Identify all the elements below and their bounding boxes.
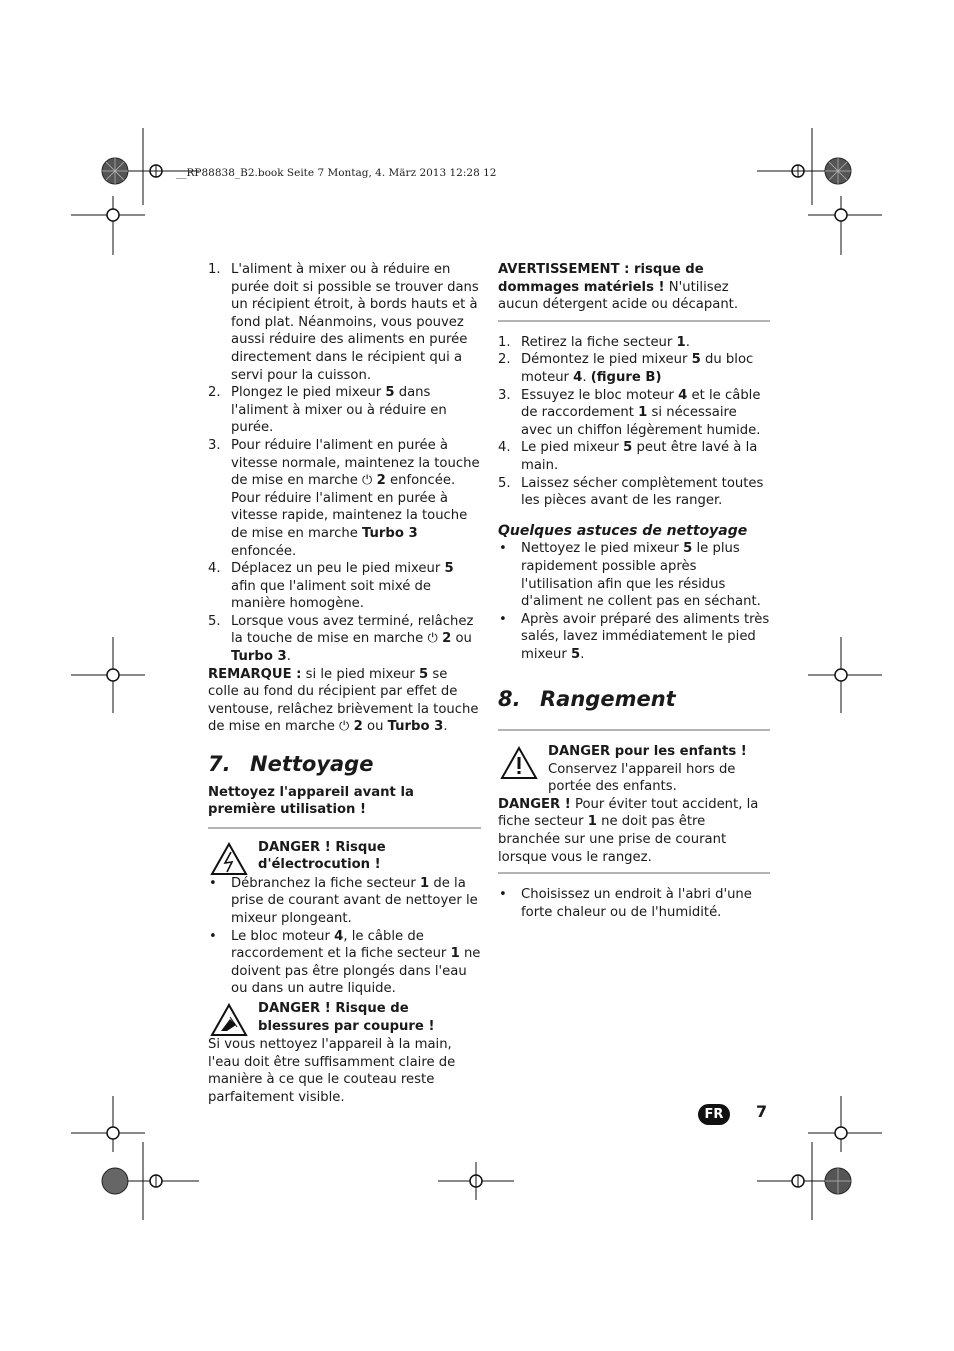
text-run: 4 xyxy=(573,369,583,385)
remark-paragraph xyxy=(208,666,481,736)
text-run: REMARQUE : xyxy=(208,666,302,682)
power-icon: ⏻ xyxy=(427,631,443,647)
danger-text: Conservez l'appareil hors de portée des enfants. xyxy=(548,761,736,795)
text-run: si nécessaire avec un chiffon légèrement humide. xyxy=(521,405,761,438)
step-item xyxy=(208,384,481,437)
cleaning-steps xyxy=(498,334,770,510)
step-number: 3. xyxy=(498,387,511,403)
danger-paragraph xyxy=(498,796,770,866)
text-run: 5 xyxy=(444,561,454,577)
text-run: 5 xyxy=(385,385,395,401)
text-run: le plus rapidement possible après l'utilisation afin que les résidus d'aliment ne collent pas en séchant. xyxy=(521,541,761,610)
text-run: se colle au fond du récipient par effet de ventouse, relâchez brièvement la touche de mise en marche xyxy=(208,666,479,735)
text-run: Essuyez le bloc moteur xyxy=(521,387,679,403)
warning-icon xyxy=(500,746,538,780)
step-text xyxy=(521,351,770,386)
danger-title: DANGER pour les enfants ! xyxy=(548,744,747,760)
text-run: 5 xyxy=(683,541,693,557)
text-run: Pour réduire l'aliment en purée à vitesse normale, maintenez la touche de mise en marche xyxy=(231,437,480,489)
page-number: 7 xyxy=(756,1102,768,1121)
electric-hazard-icon xyxy=(210,842,248,876)
danger-electrocution xyxy=(208,839,481,875)
text-run: Lorsque vous avez terminé, relâchez la touche de mise en marche xyxy=(231,613,474,647)
bullet-text xyxy=(521,540,770,610)
bullet-text xyxy=(521,886,770,921)
step-text xyxy=(231,560,481,613)
step-text xyxy=(521,387,770,440)
step-text xyxy=(231,437,481,490)
text-run: et le câble de raccordement xyxy=(521,387,761,421)
tips-list xyxy=(498,540,770,663)
danger-children xyxy=(498,743,770,796)
bullet-text xyxy=(231,875,481,928)
text-run: afin que l'aliment soit mixé de manière homogène. xyxy=(231,578,432,612)
bullet-item xyxy=(498,540,770,610)
text-run: Turbo 3 xyxy=(362,525,418,541)
text-run: . xyxy=(443,719,448,735)
danger-cut xyxy=(208,1000,481,1036)
section-title: Rangement xyxy=(540,687,676,712)
text-run: Déplacez un peu le pied mixeur xyxy=(231,561,445,577)
bullet-icon: • xyxy=(499,611,507,627)
cut-text: Si vous nettoyez l'appareil à la main, l'eau doit être suffisamment claire de manière à ce que le couteau reste parfaitement visible. xyxy=(208,1036,456,1105)
step-text xyxy=(521,439,770,474)
step-text xyxy=(231,261,481,384)
text-run: . xyxy=(685,334,690,350)
left-column xyxy=(208,261,481,1106)
section-title: Nettoyage xyxy=(250,752,374,777)
text-run: . xyxy=(582,369,591,385)
right-column xyxy=(498,261,770,921)
bullet-item xyxy=(498,886,770,921)
text-run: Plongez le pied mixeur xyxy=(231,385,386,401)
text-run: ne doivent pas être plongés dans l'eau ou dans un autre liquide. xyxy=(231,946,481,997)
text-run: 2 xyxy=(353,719,363,735)
text-run: Débranchez la fiche secteur xyxy=(231,875,420,891)
text-run: Le pied mixeur xyxy=(521,440,624,456)
step-item xyxy=(498,334,770,352)
step-item xyxy=(498,439,770,474)
text-run: Turbo 3 xyxy=(231,649,287,665)
text-run: DANGER ! xyxy=(498,796,571,812)
text-run: peut être lavé à la main. xyxy=(521,440,758,473)
step-item xyxy=(208,560,481,613)
storage-bullets xyxy=(498,886,770,921)
bullet-icon: • xyxy=(499,541,507,557)
text-run: enfoncée. xyxy=(385,473,456,489)
step-item xyxy=(208,261,481,384)
power-icon: ⏻ xyxy=(362,473,377,489)
text-run: Nettoyez le pied mixeur xyxy=(521,541,684,557)
step-item xyxy=(208,613,481,666)
bullet-item xyxy=(498,611,770,664)
text-run: 1 xyxy=(419,875,430,891)
text-run: Démontez le pied mixeur xyxy=(521,352,692,368)
text-run: Pour réduire l'aliment en purée à vitesse rapide, maintenez la touche de mise en marche xyxy=(231,490,468,541)
text-run: Choisissez un endroit à l'abri d'une forte chaleur ou de l'humidité. xyxy=(521,887,752,920)
step-number: 1. xyxy=(498,334,511,350)
section-number: 8. xyxy=(498,687,521,712)
bullet-icon: • xyxy=(209,928,217,944)
text-run: Pour éviter tout accident, la fiche secteur xyxy=(498,796,759,830)
step-text xyxy=(521,334,770,352)
divider xyxy=(498,320,770,322)
print-header: __RP88838_B2.book Seite 7 Montag, 4. März 2013 12:28 12 xyxy=(176,167,497,179)
step-extra-text xyxy=(231,490,481,560)
divider xyxy=(208,827,481,829)
section-number: 7. xyxy=(208,752,231,777)
text-run: 5 xyxy=(419,666,429,682)
step-item xyxy=(208,437,481,560)
text-run: AVERTISSEMENT : risque de dommages matériels ! xyxy=(498,262,704,295)
text-run: 1 xyxy=(676,334,686,350)
text-run: L'aliment à mixer ou à réduire en purée doit si possible se trouver dans un récipient étroit, à bords hauts et à fond plat. Néanmoins, vous pouvez aussi réduire des aliments en purée directement dans le récipient qui a servi pour la cuisson. xyxy=(231,262,479,383)
text-run: Après avoir préparé des aliments très salés, lavez immédiatement le pied mixeur xyxy=(521,611,770,662)
divider xyxy=(498,872,770,874)
warning-paragraph xyxy=(498,261,770,314)
bullet-item xyxy=(208,875,481,928)
bullet-item xyxy=(208,928,481,998)
language-badge: FR xyxy=(698,1104,730,1125)
text-run: 4 xyxy=(334,928,344,944)
text-run: 5 xyxy=(691,352,701,368)
text-run: enfoncée. xyxy=(231,543,297,559)
step-item xyxy=(498,387,770,440)
danger-title: DANGER ! Risque d'électrocution ! xyxy=(258,839,386,873)
step-number: 4. xyxy=(208,561,221,577)
tips-heading: Quelques astuces de nettoyage xyxy=(498,522,748,539)
text-run: N'utilisez aucun détergent acide ou décapant. xyxy=(498,279,739,313)
text-run: dans l'aliment à mixer ou à réduire en purée. xyxy=(231,385,447,436)
step-number: 2. xyxy=(208,385,221,401)
bullet-icon: • xyxy=(499,887,507,903)
step-number: 4. xyxy=(498,440,511,456)
text-run: Turbo 3 xyxy=(387,719,444,735)
step-text xyxy=(521,475,770,510)
cut-hazard-icon xyxy=(210,1003,248,1037)
text-run: 1 xyxy=(450,946,460,962)
text-run: 2 xyxy=(376,473,386,489)
text-run: ne doit pas être branchée sur une prise de courant lorsque vous le rangez. xyxy=(498,814,727,865)
text-run: 5 xyxy=(571,646,581,662)
bullet-text xyxy=(521,611,770,664)
text-run: 1 xyxy=(587,814,597,830)
danger-title: DANGER ! Risque de blessures par coupure ! xyxy=(258,1000,435,1034)
text-run: . xyxy=(286,649,291,665)
power-icon: ⏻ xyxy=(339,719,354,735)
text-run: de la prise de courant avant de nettoyer le mixeur plongeant. xyxy=(231,875,478,926)
step-number: 3. xyxy=(208,437,221,453)
text-run: du bloc moteur xyxy=(521,352,754,385)
text-run: 5 xyxy=(623,440,633,456)
text-run: 1 xyxy=(638,405,648,421)
text-run: 4 xyxy=(678,387,688,403)
step-text xyxy=(231,613,481,666)
step-number: 5. xyxy=(208,613,221,629)
text-run: ou xyxy=(451,631,472,647)
text-run: , le câble de raccordement et la fiche secteur xyxy=(231,928,451,962)
instruction-steps xyxy=(208,261,481,666)
bullet-icon: • xyxy=(209,875,217,891)
section-heading xyxy=(208,752,481,777)
step-number: 1. xyxy=(208,262,221,277)
text-run: 2 xyxy=(442,631,452,647)
divider xyxy=(498,729,770,731)
step-item xyxy=(498,475,770,510)
step-text xyxy=(231,384,481,437)
electrocution-bullets xyxy=(208,875,481,998)
step-number: 5. xyxy=(498,475,511,491)
intro-warning: Nettoyez l'appareil avant la première utilisation ! xyxy=(208,784,414,818)
step-number: 2. xyxy=(498,352,511,368)
text-run: (figure B) xyxy=(590,369,662,385)
step-item xyxy=(498,351,770,386)
text-run: Retirez la fiche secteur xyxy=(521,334,677,350)
bullet-text xyxy=(231,928,481,998)
text-run: Laissez sécher complètement toutes les pièces avant de les ranger. xyxy=(521,475,764,509)
section-heading xyxy=(498,687,770,712)
text-run: si le pied mixeur xyxy=(301,666,420,682)
text-run: . xyxy=(580,646,585,662)
text-run: Le bloc moteur xyxy=(231,928,335,944)
text-run: ou xyxy=(362,719,388,735)
